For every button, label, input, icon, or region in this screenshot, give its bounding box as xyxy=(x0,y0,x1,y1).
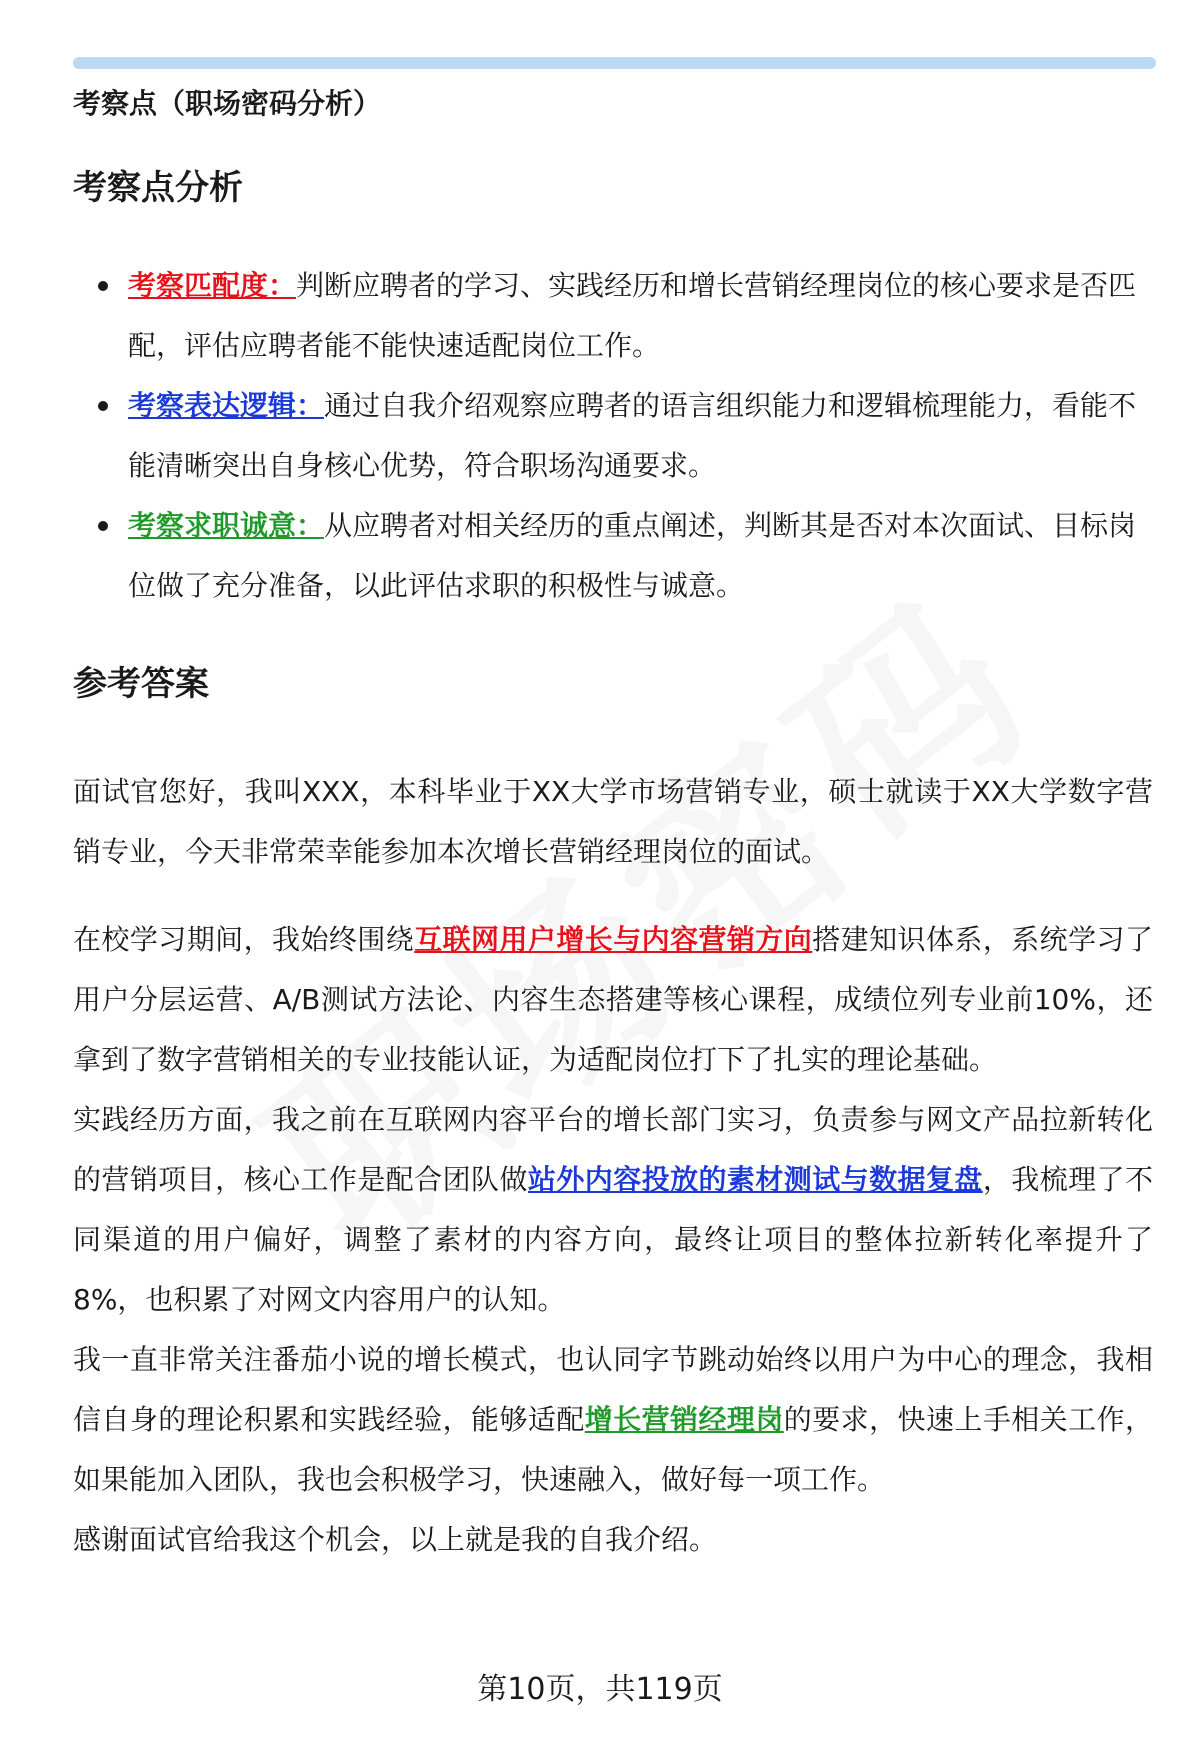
answer-paragraph-practice xyxy=(73,1090,1153,1330)
page-number: 第10页，共119页 xyxy=(477,1672,723,1707)
answer-paragraph-closing: 感谢面试官给我这个机会，以上就是我的自我介绍。 xyxy=(73,1523,718,1556)
paragraph-text: 在校学习期间，我始终围绕 xyxy=(73,923,415,956)
top-accent-bar xyxy=(73,57,1156,69)
answer-title: 参考答案 xyxy=(73,664,209,704)
analysis-point-match xyxy=(73,256,1153,376)
bullet-icon xyxy=(98,281,108,291)
highlight-keyword: 站外内容投放的素材测试与数据复盘 xyxy=(527,1163,983,1196)
section-label: 考察点（职场密码分析） xyxy=(73,87,382,120)
point-text: 判断应聘者的学习、实践经历和增长营销经理岗位的核心要求是否匹配，评估应聘者能不能快速适配岗位工作。 xyxy=(128,269,1137,362)
paragraph-text: 我一直非常关注番茄小说的增长模式，也认同字节跳动始终以用户为中心的理念，我相信自身的理论积累和实践经验，能够适配 xyxy=(73,1343,1153,1436)
highlight-keyword: 互联网用户增长与内容营销方向 xyxy=(414,923,813,956)
paragraph-text: ，我梳理了不同渠道的用户偏好，调整了素材的内容方向，最终让项目的整体拉新转化率提升了8%，也积累了对网文内容用户的认知。 xyxy=(73,1163,1153,1316)
highlight-keyword: 增长营销经理岗 xyxy=(584,1403,784,1436)
analysis-point-sincerity xyxy=(73,496,1153,616)
analysis-point-list xyxy=(73,256,1153,616)
point-keyword: 考察表达逻辑： xyxy=(128,389,325,422)
analysis-title: 考察点分析 xyxy=(73,168,243,208)
point-text: 通过自我介绍观察应聘者的语言组织能力和逻辑梳理能力，看能不能清晰突出自身核心优势，符合职场沟通要求。 xyxy=(128,389,1137,482)
answer-paragraph-intro: 面试官您好，我叫XXX，本科毕业于XX大学市场营销专业，硕士就读于XX大学数字营销专业，今天非常荣幸能参加本次增长营销经理岗位的面试。 xyxy=(73,775,1153,868)
bullet-icon xyxy=(98,401,108,411)
analysis-point-logic xyxy=(73,376,1153,496)
paragraph-text: 搭建知识体系，系统学习了用户分层运营、A/B测试方法论、内容生态搭建等核心课程，成绩位列专业前10%，还拿到了数字营销相关的专业技能认证，为适配岗位打下了扎实的理论基础。 xyxy=(73,923,1153,1076)
page-content xyxy=(73,82,1153,1570)
answer-paragraph-motivation xyxy=(73,1330,1153,1510)
point-text: 从应聘者对相关经历的重点阐述，判断其是否对本次面试、目标岗位做了充分准备，以此评估求职的积极性与诚意。 xyxy=(128,509,1137,602)
paragraph-text: 实践经历方面，我之前在互联网内容平台的增长部门实习，负责参与网文产品拉新转化的营销项目，核心工作是配合团队做 xyxy=(73,1103,1153,1196)
point-keyword: 考察匹配度： xyxy=(128,269,297,302)
bullet-icon xyxy=(98,521,108,531)
paragraph-text: 的要求，快速上手相关工作，如果能加入团队，我也会积极学习，快速融入，做好每一项工作。 xyxy=(73,1403,1153,1496)
point-keyword: 考察求职诚意： xyxy=(128,509,325,542)
answer-paragraph-study xyxy=(73,910,1153,1090)
